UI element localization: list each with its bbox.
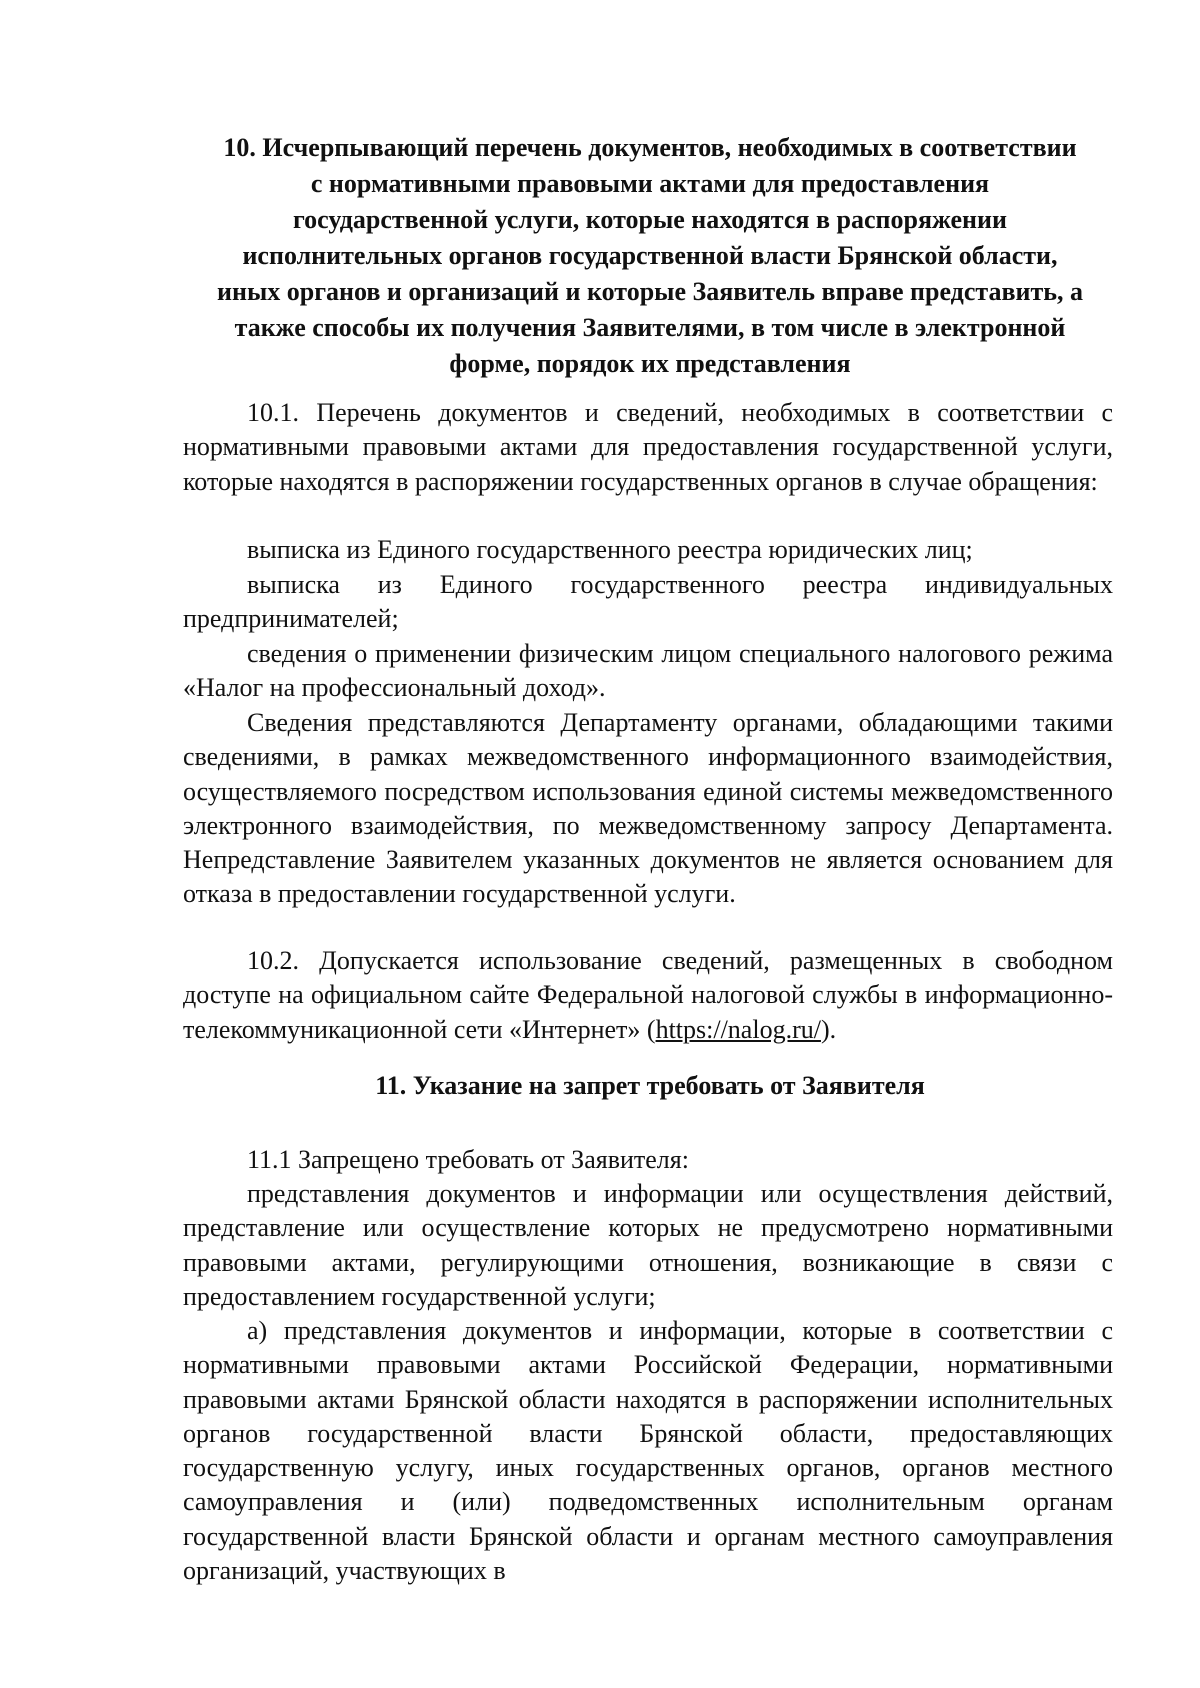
heading-line: исполнительных органов государственной власти Брянской области, <box>242 241 1058 270</box>
list-item-npd: сведения о применении физическим лицом специального налогового режима «Налог на профессиональный доход». <box>183 639 1113 703</box>
paragraph-10-2-tail: ). <box>820 1014 837 1044</box>
section-11-heading: 11. Указание на запрет требовать от Заявителя <box>375 1071 925 1100</box>
paragraph-prohibition: представления документов и информации или осуществления действий, представление или осуществление которых не предусмотрено нормативными правовыми актами, регулирующими отношения, возникающие в связи с предоставлением государственной услуги; <box>183 1179 1113 1311</box>
list-item-egrip: выписка из Единого государственного реестра индивидуальных предпринимателей; <box>183 570 1113 634</box>
heading-line: форме, порядок их представления <box>449 349 851 378</box>
paragraph-interagency: Сведения представляются Департаменту органами, обладающими такими сведениями, в рамках межведомственного информационного взаимодействия, осуществляемого посредством использования единой системы межведомственного электронного взаимодействия, по межведомственному запросу Департамента. Непредставление Заявителем указанных документов не является основанием для отказа в предоставлении государственной услуги. <box>183 708 1113 909</box>
paragraph-10-2-text: 10.2. Допускается использование сведений, размещенных в свободном доступе на официальном сайте Федеральной налоговой службы в информационно-телекоммуникационной сети «Интернет» ( <box>183 946 1113 1044</box>
heading-line: с нормативными правовыми актами для предоставления <box>310 169 990 198</box>
nalog-link[interactable]: https://nalog.ru/ <box>655 1014 821 1044</box>
section-10-heading <box>170 130 1130 382</box>
heading-line: также способы их получения Заявителями, в том числе в электронной <box>234 313 1066 342</box>
heading-line: иных органов и организаций и которые Заявитель вправе представить, а <box>217 277 1083 306</box>
heading-line: государственной услуги, которые находятся в распоряжении <box>293 205 1007 234</box>
paragraph-10-2 <box>183 944 1113 1047</box>
paragraph-11-1-a: а) представления документов и информации, которые в соответствии с нормативными правовыми актами Российской Федерации, нормативными правовыми актами Брянской области находятся в распоряжении исполнительных органов государственной власти Брянской области, предоставляющих государственную услугу, иных государственных органов, органов местного самоуправления и (или) подведомственных исполнительным органам государственной власти Брянской области и органам местного самоуправления организаций, участвующих в <box>183 1316 1113 1586</box>
list-item-egrul: выписка из Единого государственного реестра юридических лиц; <box>247 535 973 564</box>
heading-line: 10. Исчерпывающий перечень документов, необходимых в соответствии <box>223 133 1077 162</box>
paragraph-11-1: 11.1 Запрещено требовать от Заявителя: <box>247 1145 689 1174</box>
paragraph-10-1: 10.1. Перечень документов и сведений, необходимых в соответствии с нормативными правовыми актами для предоставления государственной услуги, которые находятся в распоряжении государственных органов в случае обращения: <box>183 398 1113 496</box>
